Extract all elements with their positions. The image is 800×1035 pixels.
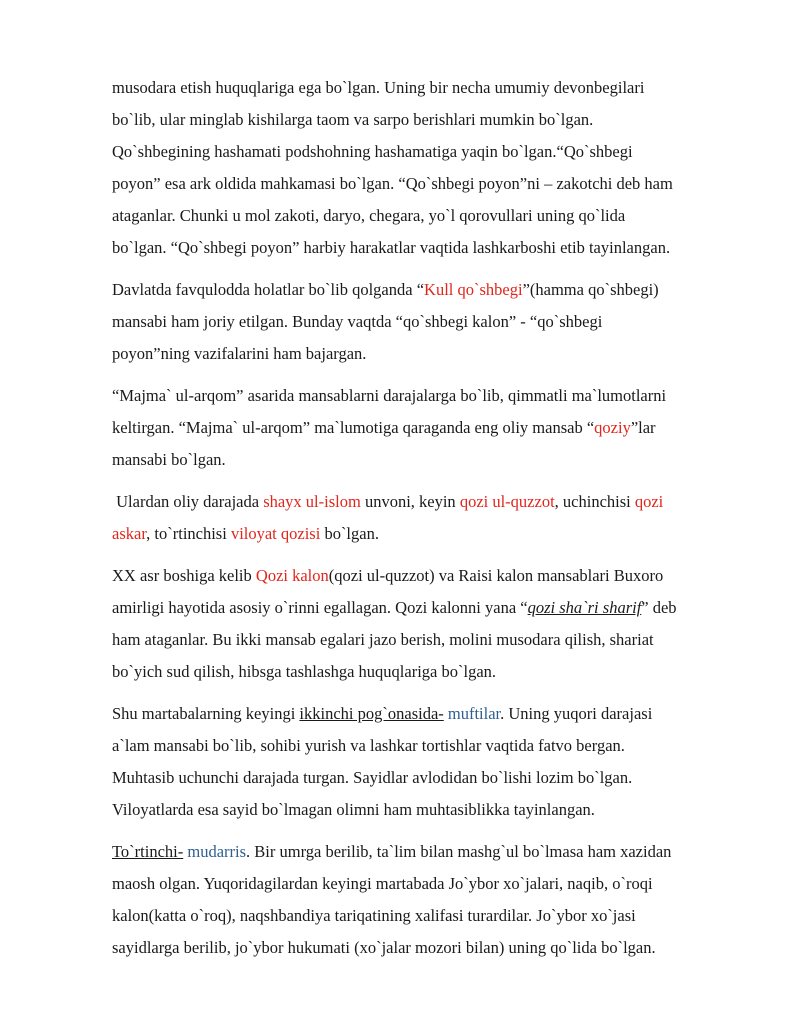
text-span: ”lar [630, 418, 656, 437]
text-span: bo`lgan. [320, 524, 379, 543]
text-span: XX asr boshiga kelib [112, 566, 256, 585]
highlight-term: shayx ul-islom [263, 492, 361, 511]
text-span: (qozi ul-quzzot) va Raisi kalon mansablari Buxoro [328, 566, 664, 585]
paragraph-3 [112, 380, 737, 476]
text-line: bo`lib, ular minglab kishilarga taom va sarpo berishlari mumkin bo`lgan. [112, 110, 594, 129]
highlight-term: mudarris [187, 842, 247, 861]
text-line: mansabi bo`lgan. [112, 450, 226, 469]
text-line: a`lam mansabi bo`lib, sohibi yurish va lashkar tortishlar vaqtida fatvo bergan. [112, 736, 625, 755]
text-span: Shu martabalarning keyingi [112, 704, 300, 723]
text-span: unvoni, keyin [360, 492, 460, 511]
highlight-term: viloyat qozisi [230, 524, 321, 543]
text-line: ataganlar. Chunki u mol zakoti, daryo, chegara, yo`l qorovullari uning qo`lida [112, 206, 626, 225]
text-span: ” deb [641, 598, 677, 617]
text-line: bo`yich sud qilish, hibsga tashlashga huquqlariga bo`lgan. [112, 662, 497, 681]
text-line: Muhtasib uchunchi darajada turgan. Sayidlar avlodidan bo`lishi lozim bo`lgan. [112, 768, 633, 787]
text-span: keltirgan. “Majma` ul-arqom” ma`lumotiga qaraganda eng oliy mansab “ [112, 418, 595, 437]
highlight-term: qoziy [594, 418, 631, 437]
text-line: kalon(katta o`roq), naqshbandiya tariqatining xalifasi turardilar. Jo`ybor xo`jasi [112, 906, 636, 925]
paragraph-6 [112, 698, 737, 826]
text-line: mansabi ham joriy etilgan. Bunday vaqtda “qo`shbegi kalon” - “qo`shbegi [112, 312, 603, 331]
text-span: . Bir umrga berilib, ta`lim bilan mashg`ul bo`lmasa ham xazidan [246, 842, 672, 861]
text-line: poyon”ning vazifalarini ham bajargan. [112, 344, 367, 363]
paragraph-4 [112, 486, 737, 550]
text-line: musodara etish huquqlariga ega bo`lgan. Uning bir necha umumiy devonbegilari [112, 78, 645, 97]
text-span: Ulardan oliy darajada [112, 492, 264, 511]
text-line: ham ataganlar. Bu ikki mansab egalari jazo berish, molini musodara qilish, shariat [112, 630, 654, 649]
underlined-term: To`rtinchi- [112, 842, 184, 861]
document-body [112, 72, 737, 974]
text-line: bo`lgan. “Qo`shbegi poyon” harbiy harakatlar vaqtida lashkarboshi etib tayinlangan. [112, 238, 671, 257]
text-line: Qo`shbegining hashamati podshohning hashamatiga yaqin bo`lgan.“Qo`shbegi [112, 142, 633, 161]
text-span: ”(hamma qo`shbegi) [522, 280, 659, 299]
highlight-term: qozi [634, 492, 664, 511]
paragraph-2 [112, 274, 737, 370]
paragraph-7 [112, 836, 737, 964]
text-span: . Uning yuqori darajasi [500, 704, 653, 723]
text-line: Viloyatlarda esa sayid bo`lmagan olimni ham muhtasiblikka tayinlangan. [112, 800, 595, 819]
text-line: “Majma` ul-arqom” asarida mansablarni darajalarga bo`lib, qimmatli ma`lumotlarni [112, 386, 667, 405]
text-span: Davlatda favqulodda holatlar bo`lib qolganda “ [112, 280, 425, 299]
highlight-term: muftilar [447, 704, 501, 723]
highlight-term: askar [112, 524, 147, 543]
highlight-term: Kull qo`shbegi [424, 280, 523, 299]
text-line: sayidlarga berilib, jo`ybor hukumati (xo`jalar mozori bilan) uning qo`lida bo`lgan. [112, 938, 656, 957]
text-line: maosh olgan. Yuqoridagilardan keyingi martabada Jo`ybor xo`jalari, naqib, o`roqi [112, 874, 653, 893]
text-span: , to`rtinchisi [146, 524, 231, 543]
text-span: , uchinchisi [554, 492, 635, 511]
highlight-term: qozi ul-quzzot [459, 492, 555, 511]
highlight-term: Qozi kalon [255, 566, 329, 585]
paragraph-1 [112, 72, 737, 264]
text-line: poyon” esa ark oldida mahkamasi bo`lgan. “Qo`shbegi poyon”ni – zakotchi deb ham [112, 174, 673, 193]
emphasis-term: qozi sha`ri sharif [527, 598, 642, 617]
paragraph-5 [112, 560, 737, 688]
text-span: amirligi hayotida asosiy o`rinni egallagan. Qozi kalonni yana “ [112, 598, 528, 617]
underlined-term: ikkinchi pog`onasida- [299, 704, 444, 723]
